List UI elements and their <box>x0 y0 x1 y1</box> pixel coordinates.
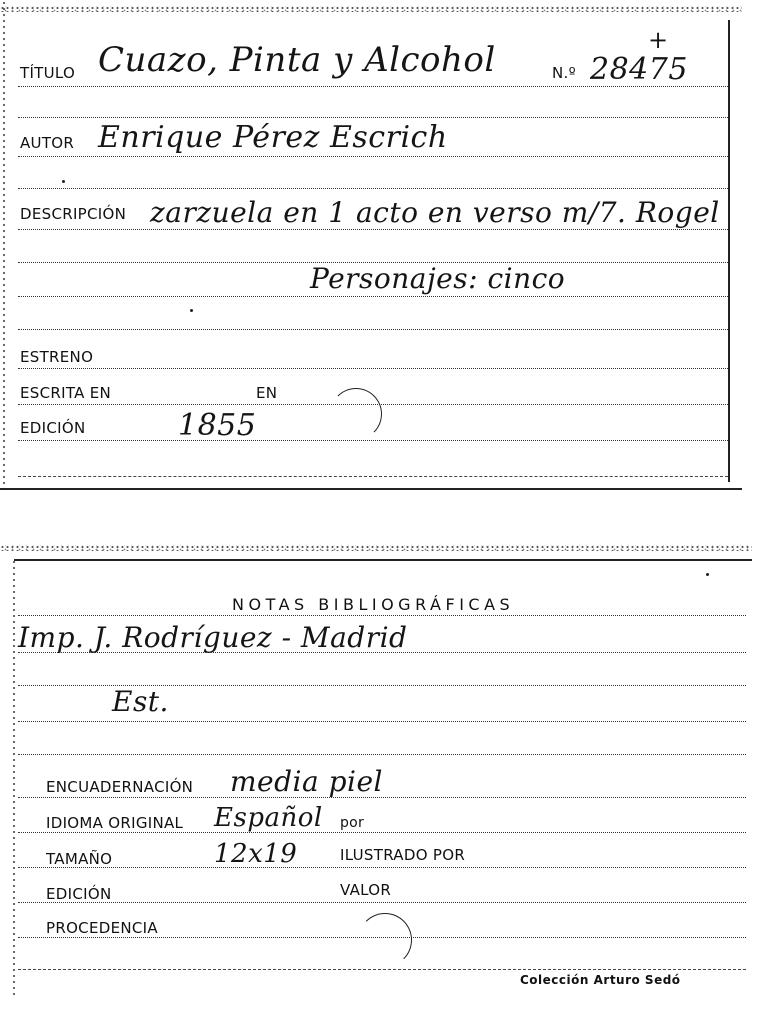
edicion-label: EDICIÓN <box>20 419 86 437</box>
rule <box>18 188 728 189</box>
por-label: por <box>340 815 365 831</box>
paper-smudge <box>330 388 382 440</box>
descripcion-value: zarzuela en 1 acto en verso m/7. Rogel <box>150 196 720 229</box>
heading-rule <box>18 615 746 616</box>
rule <box>18 652 746 653</box>
notas-heading: NOTAS BIBLIOGRÁFICAS <box>232 595 515 614</box>
rule <box>18 117 728 118</box>
procedencia-rule <box>18 937 746 938</box>
bottom-rule <box>18 476 728 477</box>
autor-rule <box>18 156 728 157</box>
idioma-original-label: IDIOMA ORIGINAL <box>46 814 184 832</box>
autor-label: AUTOR <box>20 134 75 152</box>
card-left-edge <box>12 559 17 999</box>
estreno-label: ESTRENO <box>20 348 94 366</box>
card-left-edge <box>2 0 7 492</box>
idioma-original-value: Español <box>214 803 323 833</box>
numero-value: 28475 <box>590 52 688 87</box>
tamano-value: 12x19 <box>214 839 298 869</box>
catalog-card-bottom <box>0 545 752 1015</box>
descripcion-rule <box>18 229 728 230</box>
encuadernacion-rule <box>18 797 746 798</box>
personajes-value: Personajes: cinco <box>310 262 566 295</box>
tamano-label: TAMAÑO <box>46 850 113 868</box>
card-top-border <box>14 559 752 561</box>
valor-label: VALOR <box>340 881 392 899</box>
paper-smudge <box>358 913 412 967</box>
tamano-rule <box>18 867 746 868</box>
encuadernacion-value: media piel <box>230 765 383 798</box>
numero-mark: + <box>648 26 669 54</box>
rule <box>18 296 728 297</box>
idioma-rule <box>18 832 746 833</box>
rule <box>18 754 746 755</box>
note-line-2: Est. <box>112 685 169 718</box>
ilustrado-por-label: ILUSTRADO POR <box>340 846 466 864</box>
rule <box>18 329 728 330</box>
edicion-rule-bottom <box>18 902 746 903</box>
titulo-value: Cuazo, Pinta y Alcohol <box>98 40 496 80</box>
autor-value: Enrique Pérez Escrich <box>98 120 448 155</box>
catalog-card-top <box>0 0 742 492</box>
encuadernacion-label: ENCUADERNACIÓN <box>46 778 194 796</box>
titulo-rule <box>18 86 728 87</box>
ink-dot <box>706 573 709 576</box>
en-label: EN <box>256 384 278 402</box>
bottom-rule <box>18 969 746 970</box>
escrita-en-label: ESCRITA EN <box>20 384 112 402</box>
numero-label: N.º <box>552 64 576 82</box>
ink-dot <box>190 309 193 312</box>
ink-dot <box>62 180 65 183</box>
card-bottom-border <box>0 488 742 490</box>
card-torn-edge <box>0 6 742 12</box>
card-right-border <box>728 20 730 482</box>
rule <box>18 721 746 722</box>
descripcion-label: DESCRIPCIÓN <box>20 205 127 223</box>
collection-stamp: Colección Arturo Sedó <box>520 973 681 987</box>
edicion-value: 1855 <box>178 408 257 443</box>
card-torn-edge <box>0 545 752 551</box>
titulo-label: TÍTULO <box>20 64 76 82</box>
estreno-rule <box>18 368 728 369</box>
edicion-label-bottom: EDICIÓN <box>46 885 112 903</box>
procedencia-label: PROCEDENCIA <box>46 919 158 937</box>
note-line-1: Imp. J. Rodríguez - Madrid <box>18 621 408 654</box>
edicion-rule <box>18 440 728 441</box>
